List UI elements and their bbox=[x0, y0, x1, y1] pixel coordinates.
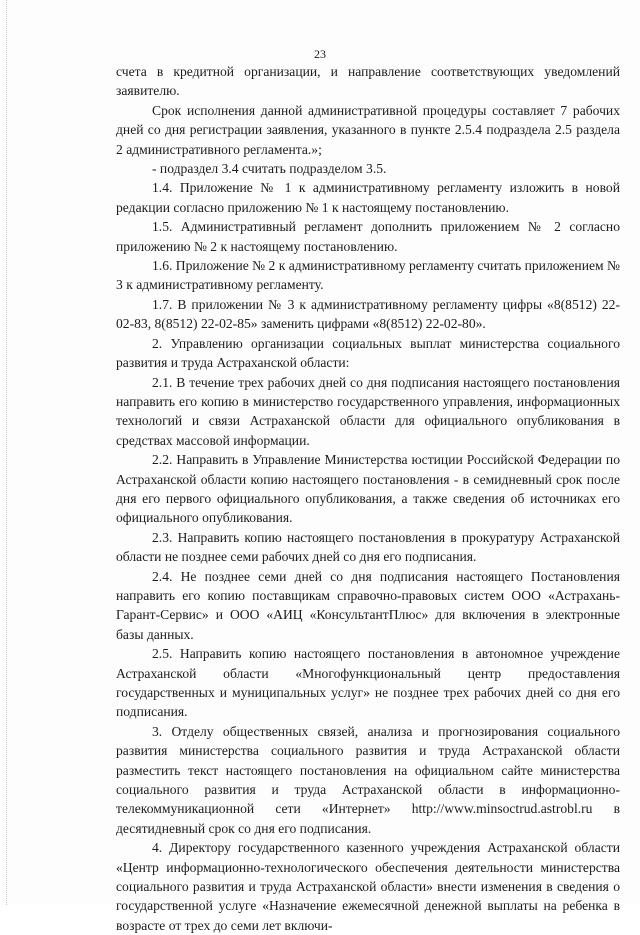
paragraph-continuation: счета в кредитной организации, и направление соответствующих уведомлений заявителю. bbox=[116, 64, 620, 99]
paragraph-1-6: 1.6. Приложение № 2 к административному регламенту считать приложением № 3 к административному регламенту. bbox=[116, 258, 620, 293]
paragraph-2: 2. Управлению организации социальных выплат министерства социального развития и труда Астраханской области: bbox=[116, 335, 620, 371]
paragraph-2-4: 2.4. Не позднее семи дней со дня подписания настоящего Постановления направить его копию поставщикам справочно-правовых систем ООО «Астрахань-Гарант-Сервис» и ООО «АИЦ «КонсультантПлюс» для включения в электронные базы данных. bbox=[116, 568, 620, 642]
paragraph-2-1: 2.1. В течение трех рабочих дней со дня подписания настоящего постановления направить его копию в министерство государственного управления, информационных технологий и связи Астраханской области для официального опубликования в средствах массовой информации. bbox=[116, 374, 620, 448]
page-number: 23 bbox=[314, 47, 326, 61]
paragraph-1-5: 1.5. Административный регламент дополнить приложением № 2 согласно приложению № 2 к настоящему постановлению. bbox=[116, 219, 620, 254]
paragraph-2-5: 2.5. Направить копию настоящего постановления в автономное учреждение Астраханской области «Многофункциональный центр предоставления государственных и муниципальных услуг» не позднее трех рабочих дней со дня его подписания. bbox=[116, 646, 620, 720]
paragraph-1-7: 1.7. В приложении № 3 к административному регламенту цифры «8(8512) 22-02-83, 8(8512) 22-02-85» заменить цифрами «8(8512) 22-02-80». bbox=[116, 296, 620, 332]
document-body bbox=[116, 62, 620, 935]
scan-edge-mark bbox=[6, 0, 7, 905]
paragraph-procedure-term: Срок исполнения данной административной процедуры составляет 7 рабочих дней со дня регистрации заявления, указанного в пункте 2.5.4 подраздела 2.5 раздела 2 административного регламента.»; bbox=[116, 102, 620, 157]
paragraph-1-4: 1.4. Приложение № 1 к административному регламенту изложить в новой редакции согласно приложению № 1 к настоящему постановлению. bbox=[116, 180, 620, 215]
paragraph-4: 4. Директору государственного казенного учреждения Астраханской области «Центр информационно-технологического обеспечения деятельности министерства социального развития и труда Астраханской области» внести изменения в сведения о государственной услуге «Назначение ежемесячной денежной выплаты на ребенка в возрасте от трех до семи лет включи- bbox=[116, 840, 620, 933]
paragraph-2-2: 2.2. Направить в Управление Министерства юстиции Российской Федерации по Астраханской области копию настоящего постановления - в семидневный срок после дня его первого официального опубликования, а также сведения об источниках его официального опубликования. bbox=[116, 452, 620, 526]
paragraph-2-3: 2.3. Направить копию настоящего постановления в прокуратуру Астраханской области не позднее семи рабочих дней со дня его подписания. bbox=[116, 529, 620, 565]
paragraph-subsection-renumber: - подраздел 3.4 считать подразделом 3.5. bbox=[152, 161, 387, 177]
paragraph-3: 3. Отделу общественных связей, анализа и прогнозирования социального развития министерства социального развития и труда Астраханской области разместить текст настоящего постановления на официальном сайте министерства социального развития и труда Астраханской области в информационно-телекоммуникационной сети «Интернет» http://www.minsoctrud.astrobl.ru в десятидневный срок со дня его подписания. bbox=[116, 723, 620, 836]
